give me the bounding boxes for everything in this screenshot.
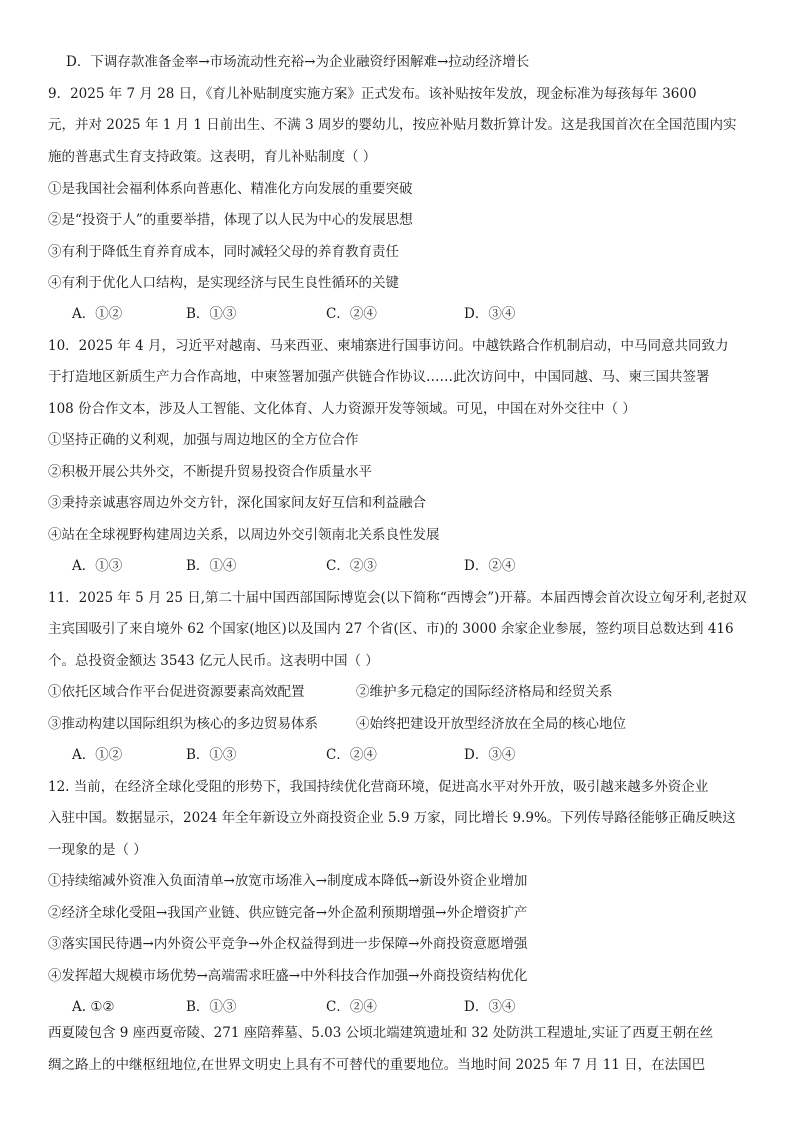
q11-statements-row-2 bbox=[48, 715, 750, 733]
q12-stem-line-1: 12. 当前，在经济全球化受阻的形势下，我国持续优化营商环境，促进高水平对外开放，吸引越来越多外资企业 bbox=[48, 779, 709, 795]
q10-option-a[interactable]: A．①③ bbox=[72, 558, 123, 574]
q12-option-c[interactable]: C．②④ bbox=[326, 999, 377, 1015]
q9-option-b[interactable]: B．①③ bbox=[186, 306, 237, 322]
q12-option-a[interactable]: A. ①② bbox=[72, 999, 115, 1015]
q11-statement-3: ③推动构建以国际组织为核心的多边贸易体系 bbox=[48, 716, 318, 732]
q11-stem-line-2: 主宾国吸引了来自境外 62 个国家(地区)以及国内 27 个省(区、市)的 3000 余家企业参展，签约项目总数达到 416 bbox=[48, 621, 734, 637]
passage-line-2: 绸之路上的中继枢纽地位,在世界文明史上具有不可替代的重要地位。当地时间 2025 年 7 月 11 日，在法国巴 bbox=[48, 1057, 706, 1073]
q9-stem-line-1: 9．2025 年 7 月 28 日，《育儿补贴制度实施方案》正式发布。该补贴按年发放，现金标准为每孩每年 3600 bbox=[48, 86, 697, 102]
q9-statement-4: ④有利于优化人口结构，是实现经济与民生良性循环的关键 bbox=[48, 275, 399, 291]
q11-stem-line-3: 个。总投资金额达 3543 亿元人民币。这表明中国（ ） bbox=[48, 653, 379, 669]
q12-statement-4: ④发挥超大规模市场优势→高端需求旺盛→中外科技合作加强→外商投资结构优化 bbox=[48, 968, 528, 984]
q10-option-d[interactable]: D．②④ bbox=[464, 558, 516, 574]
q11-statement-2: ②维护多元稳定的国际经济格局和经贸关系 bbox=[356, 684, 613, 700]
q10-statement-2: ②积极开展公共外交，不断提升贸易投资合作质量水平 bbox=[48, 464, 372, 480]
passage-line-1: 西夏陵包含 9 座西夏帝陵、271 座陪葬墓、5.03 公顷北端建筑遗址和 32 处防洪工程遗址,实证了西夏王朝在丝 bbox=[48, 1025, 714, 1041]
q9-statement-1: ①是我国社会福利体系向普惠化、精准化方向发展的重要突破 bbox=[48, 181, 413, 197]
q10-option-b[interactable]: B．①④ bbox=[186, 558, 237, 574]
q8-option-d: D．下调存款准备金率→市场流动性充裕→为企业融资纾困解难→拉动经济增长 bbox=[66, 54, 530, 70]
q11-option-b[interactable]: B．①③ bbox=[186, 747, 237, 763]
q12-option-b[interactable]: B．①③ bbox=[186, 999, 237, 1015]
q10-stem-line-1: 10．2025 年 4 月，习近平对越南、马来西亚、柬埔寨进行国事访问。中越铁路合作机制启动，中马同意共同致力 bbox=[48, 338, 729, 354]
q11-statement-4: ④始终把建设开放型经济放在全局的核心地位 bbox=[356, 716, 626, 732]
q12-statement-2: ②经济全球化受阻→我国产业链、供应链完备→外企盈利预期增强→外企增资扩产 bbox=[48, 905, 528, 921]
q9-stem-line-3: 施的普惠式生育支持政策。这表明，育儿补贴制度（ ） bbox=[48, 149, 377, 165]
q10-option-c[interactable]: C．②③ bbox=[326, 558, 377, 574]
q10-options bbox=[72, 557, 672, 575]
q10-statement-4: ④站在全球视野构建周边关系，以周边外交引领南北关系良性发展 bbox=[48, 527, 440, 543]
q12-stem-line-3: 一现象的是（ ） bbox=[48, 842, 147, 858]
q11-option-c[interactable]: C．②④ bbox=[326, 747, 377, 763]
q10-stem-line-3: 108 份合作文本，涉及人工智能、文化体育、人力资源开发等领域。可见，中国在对外交往中（ ） bbox=[48, 401, 636, 417]
q12-stem-line-2: 入驻中国。数据显示，2024 年全年新设立外商投资企业 5.9 万家，同比增长 9.9%。下列传导路径能够正确反映这 bbox=[48, 810, 736, 826]
q9-stem-line-2: 元，并对 2025 年 1 月 1 日前出生、不满 3 周岁的婴幼儿，按应补贴月数折算计发。这是我国首次在全国范围内实 bbox=[48, 117, 737, 133]
q11-option-d[interactable]: D．③④ bbox=[464, 747, 516, 763]
q11-statement-1: ①依托区域合作平台促进资源要素高效配置 bbox=[48, 684, 305, 700]
q12-statement-3: ③落实国民待遇→内外资公平竞争→外企权益得到进一步保障→外商投资意愿增强 bbox=[48, 936, 528, 952]
q12-option-d[interactable]: D．③④ bbox=[464, 999, 516, 1015]
q11-statements-row-1 bbox=[48, 683, 750, 701]
q12-statement-1: ①持续缩减外资准入负面清单→放宽市场准入→制度成本降低→新设外资企业增加 bbox=[48, 873, 528, 889]
q9-option-c[interactable]: C．②④ bbox=[326, 306, 377, 322]
q11-options bbox=[72, 746, 672, 764]
q9-option-a[interactable]: A．①② bbox=[72, 306, 123, 322]
q9-option-d[interactable]: D．③④ bbox=[464, 306, 516, 322]
q9-options bbox=[72, 305, 672, 323]
q11-stem-line-1: 11．2025 年 5 月 25 日,第二十届中国西部国际博览会(以下简称“西博会”)开幕。本届西博会首次设立匈牙利,老挝双 bbox=[48, 590, 747, 606]
q9-statement-3: ③有利于降低生育养育成本，同时减轻父母的养育教育责任 bbox=[48, 244, 399, 260]
q9-statement-2: ②是“投资于人”的重要举措，体现了以人民为中心的发展思想 bbox=[48, 212, 413, 228]
q11-option-a[interactable]: A．①② bbox=[72, 747, 123, 763]
q12-options bbox=[72, 998, 672, 1016]
q10-statement-3: ③秉持亲诚惠容周边外交方针，深化国家间友好互信和利益融合 bbox=[48, 495, 426, 511]
q10-stem-line-2: 于打造地区新质生产力合作高地，中柬签署加强产供链合作协议……此次访问中，中国同越、马、柬三国共签署 bbox=[48, 369, 710, 385]
q10-statement-1: ①坚持正确的义利观，加强与周边地区的全方位合作 bbox=[48, 432, 359, 448]
